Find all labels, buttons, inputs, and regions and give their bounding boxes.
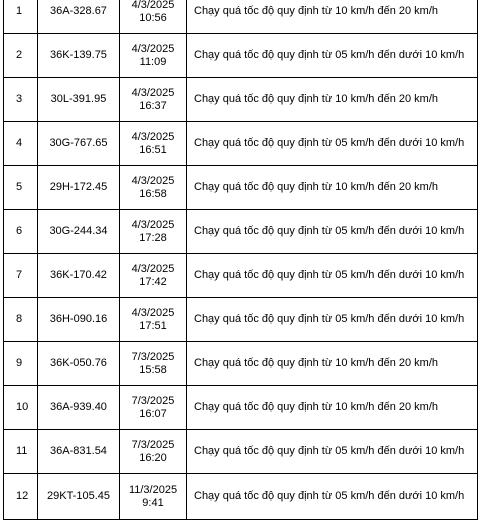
table-row	[4, 78, 478, 122]
violation-description: Chạy quá tốc độ quy định từ 10 km/h đến 20 km/h	[187, 386, 478, 430]
violation-datetime	[120, 430, 187, 474]
table-row	[4, 430, 478, 474]
license-plate: 36H-090.16	[38, 298, 120, 342]
license-plate: 36A-328.67	[38, 0, 120, 34]
table-row	[4, 34, 478, 78]
violation-date: 7/3/2025	[131, 394, 175, 407]
violation-datetime	[120, 474, 187, 520]
license-plate: 30G-767.65	[38, 122, 120, 166]
violation-date: 7/3/2025	[131, 438, 175, 451]
row-number: 8	[4, 298, 38, 342]
row-number: 10	[4, 386, 38, 430]
violation-date: 4/3/2025	[131, 174, 175, 187]
violation-time: 17:42	[139, 275, 167, 288]
license-plate: 36A-831.54	[38, 430, 120, 474]
violation-datetime	[120, 122, 187, 166]
violation-time: 17:28	[139, 231, 167, 244]
violation-description: Chạy quá tốc độ quy định từ 10 km/h đến 20 km/h	[187, 166, 478, 210]
violation-time: 16:20	[139, 451, 167, 464]
violation-date: 11/3/2025	[128, 483, 178, 496]
violation-datetime	[120, 342, 187, 386]
violation-description: Chạy quá tốc độ quy định từ 10 km/h đến 20 km/h	[187, 342, 478, 386]
violation-date: 4/3/2025	[131, 306, 175, 319]
violation-date: 4/3/2025	[131, 0, 175, 11]
violation-date: 4/3/2025	[131, 262, 175, 275]
violation-date: 7/3/2025	[131, 350, 175, 363]
row-number: 11	[4, 430, 38, 474]
violation-description: Chạy quá tốc độ quy định từ 05 km/h đến dưới 10 km/h	[187, 430, 478, 474]
violation-time: 17:51	[139, 319, 167, 332]
violation-description: Chạy quá tốc độ quy định từ 05 km/h đến dưới 10 km/h	[187, 210, 478, 254]
violation-datetime	[120, 298, 187, 342]
violation-datetime	[120, 386, 187, 430]
license-plate: 30L-391.95	[38, 78, 120, 122]
table-row	[4, 342, 478, 386]
row-number: 4	[4, 122, 38, 166]
table-row	[4, 474, 478, 520]
table-row	[4, 0, 478, 34]
violation-datetime	[120, 34, 187, 78]
license-plate: 36K-170.42	[38, 254, 120, 298]
violation-date: 4/3/2025	[131, 130, 175, 143]
table-row	[4, 254, 478, 298]
violations-table	[3, 0, 478, 520]
violation-time: 16:07	[139, 407, 167, 420]
table-row	[4, 386, 478, 430]
table-row	[4, 122, 478, 166]
violation-time: 16:37	[139, 99, 167, 112]
license-plate: 30G-244.34	[38, 210, 120, 254]
row-number: 3	[4, 78, 38, 122]
violation-description: Chạy quá tốc độ quy định từ 05 km/h đến dưới 10 km/h	[187, 122, 478, 166]
violation-description: Chạy quá tốc độ quy định từ 10 km/h đến 20 km/h	[187, 0, 478, 34]
row-number: 2	[4, 34, 38, 78]
violation-time: 11:09	[139, 55, 167, 68]
violation-datetime	[120, 0, 187, 34]
license-plate: 36K-139.75	[38, 34, 120, 78]
row-number: 1	[4, 0, 38, 34]
violation-datetime	[120, 78, 187, 122]
violation-description: Chạy quá tốc độ quy định từ 05 km/h đến dưới 10 km/h	[187, 298, 478, 342]
row-number: 9	[4, 342, 38, 386]
row-number: 5	[4, 166, 38, 210]
violation-description: Chạy quá tốc độ quy định từ 05 km/h đến dưới 10 km/h	[187, 254, 478, 298]
row-number: 7	[4, 254, 38, 298]
license-plate: 29KT-105.45	[38, 474, 120, 520]
violation-datetime	[120, 166, 187, 210]
table-row	[4, 298, 478, 342]
row-number: 12	[4, 474, 38, 520]
violation-time: 16:51	[139, 143, 167, 156]
violation-time: 10:56	[139, 11, 167, 24]
violation-description: Chạy quá tốc độ quy định từ 05 km/h đến dưới 10 km/h	[187, 34, 478, 78]
license-plate: 36K-050.76	[38, 342, 120, 386]
violation-datetime	[120, 210, 187, 254]
violation-time: 15:58	[139, 363, 167, 376]
violation-description: Chạy quá tốc độ quy định từ 10 km/h đến 20 km/h	[187, 78, 478, 122]
violation-date: 4/3/2025	[131, 218, 175, 231]
table-row	[4, 210, 478, 254]
row-number: 6	[4, 210, 38, 254]
violation-time: 9:41	[142, 496, 164, 509]
violation-description: Chạy quá tốc độ quy định từ 05 km/h đến dưới 10 km/h	[187, 474, 478, 520]
violations-table-body	[4, 0, 478, 520]
violation-date: 4/3/2025	[131, 86, 175, 99]
violation-time: 16:58	[139, 187, 167, 200]
license-plate: 29H-172.45	[38, 166, 120, 210]
table-row	[4, 166, 478, 210]
violation-date: 4/3/2025	[131, 42, 175, 55]
violation-datetime	[120, 254, 187, 298]
license-plate: 36A-939.40	[38, 386, 120, 430]
